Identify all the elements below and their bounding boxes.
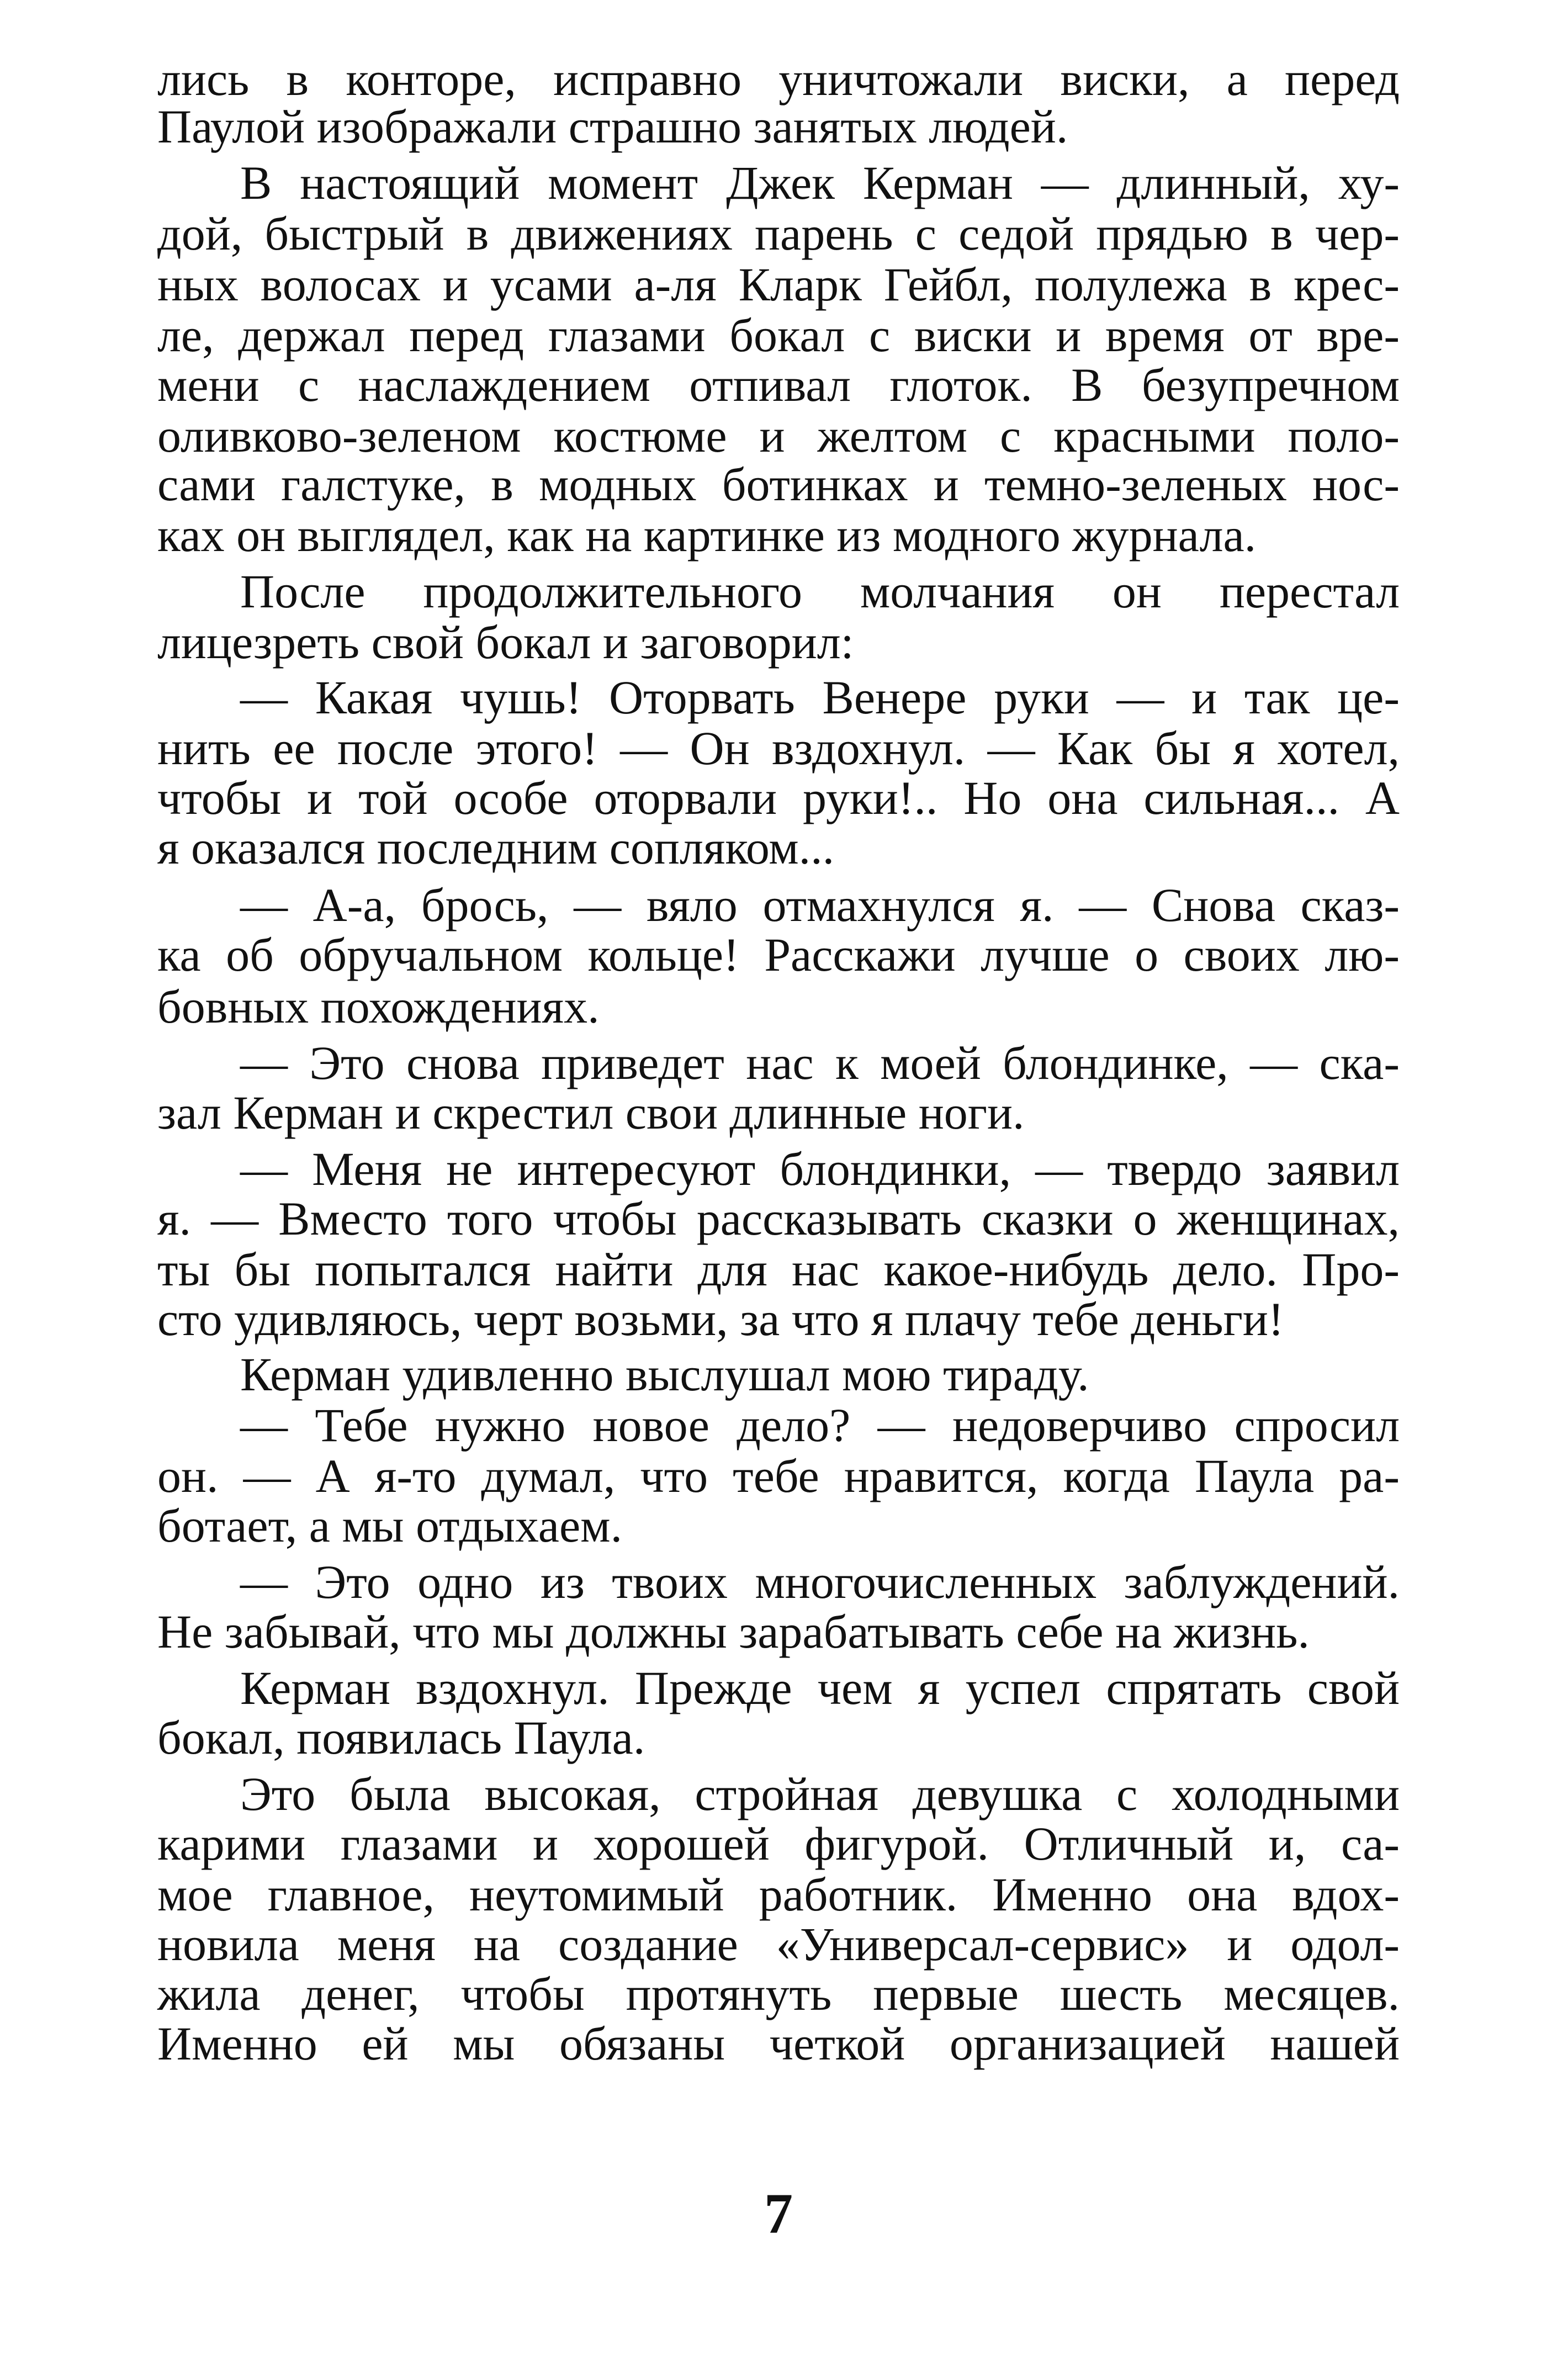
text-line: После продолжительного молчания он перестал [240,565,1400,618]
text-line: бокал, появилась Паула. [157,1711,645,1764]
text-line: сами галстуке, в модных ботинках и темно-зеленых нос- [157,458,1400,511]
page-number: 7 [764,2182,793,2246]
text-line: Это была высокая, стройная девушка с холодными [240,1767,1400,1820]
text-line: ты бы попытался найти для нас какое-нибудь дело. Про- [157,1243,1400,1296]
text-line: — Это снова приведет нас к моей блондинке, — ска- [240,1036,1400,1089]
text-line: ботает, а мы отдыхаем. [157,1499,623,1552]
text-line: зал Керман и скрестил свои длинные ноги. [157,1086,1025,1139]
text-line: новила меня на создание «Универсал-сервис» и одол- [157,1918,1400,1971]
text-line: жила денег, чтобы протянуть первые шесть месяцев. [157,1967,1400,2020]
text-line: я. — Вместо того чтобы рассказывать сказки о женщинах, [157,1192,1400,1245]
text-line: Не забывай, что мы должны зарабатывать себе на жизнь. [157,1605,1310,1658]
text-line: оливково-зеленом костюме и желтом с красными поло- [157,409,1400,462]
text-line: — А-а, брось, — вяло отмахнулся я. — Снова сказ- [240,878,1400,931]
text-line: ка об обручальном кольце! Расскажи лучше о своих лю- [157,928,1400,981]
text-line: сто удивляюсь, черт возьми, за что я плачу тебе деньги! [157,1293,1284,1346]
text-line: Паулой изображали страшно занятых людей. [157,100,1068,153]
text-line: мени с наслаждением отпивал глоток. В безупречном [157,358,1400,411]
text-line: Именно ей мы обязаны четкой организацией нашей [157,2017,1400,2070]
text-line: — Это одно из твоих многочисленных заблуждений. [240,1555,1400,1608]
text-line: бовных похождениях. [157,980,600,1033]
text-line: лицезреть свой бокал и заговорил: [157,616,854,669]
text-line: — Меня не интересуют блондинки, — твердо заявил [240,1142,1400,1195]
text-line: ных волосах и усами а-ля Кларк Гейбл, полулежа в крес- [157,258,1400,311]
text-line: нить ее после этого! — Он вздохнул. — Как бы я хотел, [157,722,1400,775]
text-line: карими глазами и хорошей фигурой. Отличный и, са- [157,1817,1400,1870]
text-line: Керман удивленно выслушал мою тираду. [240,1348,1089,1401]
text-line: мое главное, неутомимый работник. Именно она вдох- [157,1868,1400,1921]
text-line: дой, быстрый в движениях парень с седой прядью в чер- [157,207,1400,260]
text-line: — Тебе нужно новое дело? — недоверчиво спросил [240,1399,1400,1452]
book-page [157,52,1400,2371]
text-line: лись в конторе, исправно уничтожали виски, а перед [157,52,1400,105]
text-line: ле, держал перед глазами бокал с виски и время от вре- [157,309,1400,362]
text-line: Керман вздохнул. Прежде чем я успел спрятать свой [240,1661,1400,1714]
text-line: он. — А я-то думал, что тебе нравится, когда Паула ра- [157,1449,1400,1502]
text-line: ках он выглядел, как на картинке из модного журнала. [157,509,1257,562]
text-line: — Какая чушь! Оторвать Венере руки — и так це- [240,671,1400,724]
text-line: В настоящий момент Джек Керман — длинный, ху- [240,156,1400,209]
text-line: чтобы и той особе оторвали руки!.. Но она сильная... А [157,771,1400,824]
text-line: я оказался последним сопляком... [157,821,835,874]
